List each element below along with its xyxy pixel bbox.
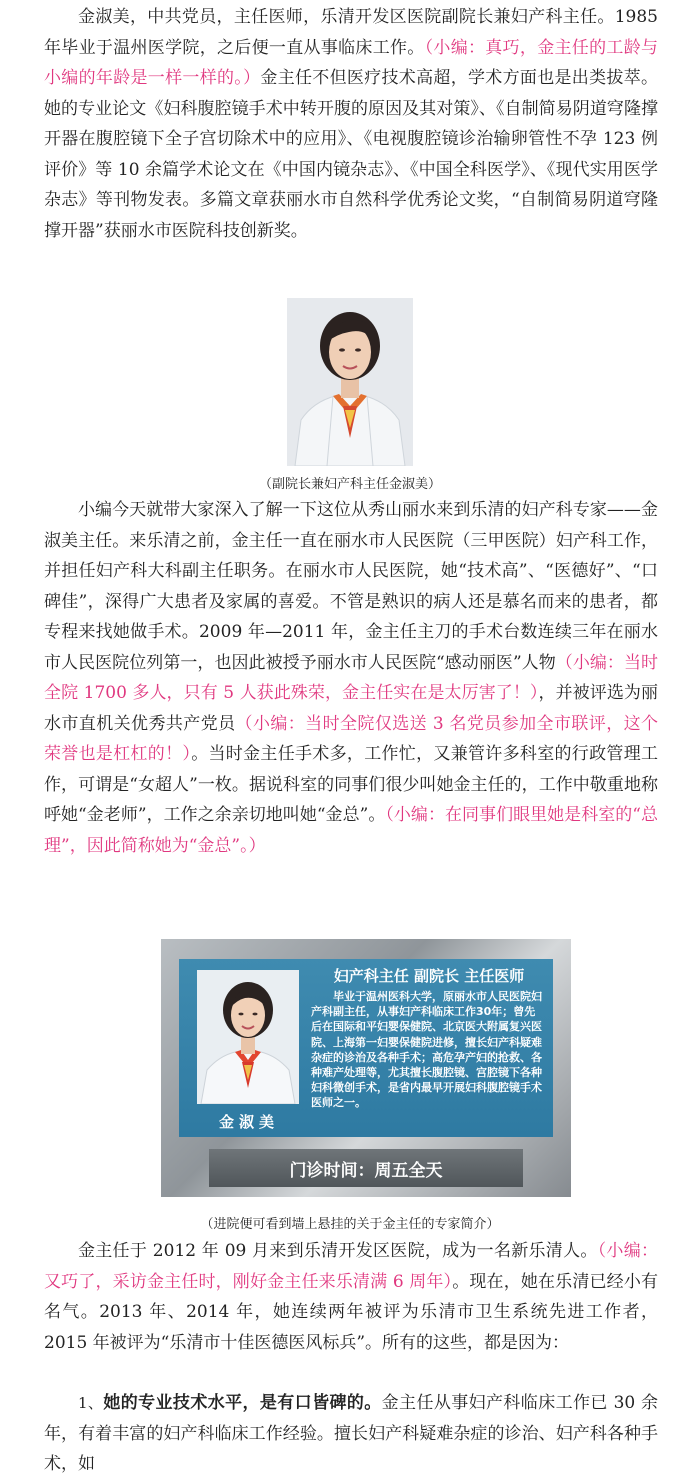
- plaque-biography: 毕业于温州医科大学，原丽水市人民医院妇产科副主任，从事妇产科临床工作30年；曾先后在国际和平妇婴保健院、北京医大附属复兴医院、上海第一妇婴保健院进修，擅长妇产科疑难杂症的诊治及各种手术；高危孕产妇的抢救、各种难产处理等，尤其擅长腹腔镜、宫腔镜下各种妇科微创手术，是省内最早开展妇科腹腔镜手术医师之一。: [311, 990, 542, 1110]
- plaque-portrait-illustration: [197, 970, 299, 1104]
- editor-note-1: （小编：真巧，金主任的工龄与小编的年龄是一样一样的。）: [44, 37, 659, 88]
- editor-note-2: （小编：当时全院 1700 多人，只有 5 人获此殊荣，金主任实在是太厉害了！）: [44, 652, 659, 703]
- arrival-text-1: 金主任于 2012 年 09 月来到乐清开发区医院，成为一名新乐清人。: [78, 1241, 598, 1261]
- background-text-2: ，并被评选为丽水市直机关优秀共产党员: [44, 683, 658, 734]
- paragraph-background: [44, 495, 658, 861]
- intro-text-1: 金淑美，中共党员，主任医师，乐清开发区医院副院长兼妇产科主任。1985 年毕业于温州医学院，之后便一直从事临床工作。: [44, 7, 658, 58]
- paragraph-intro: [44, 2, 658, 246]
- clinic-hours: 门诊时间：周五全天: [289, 1161, 443, 1181]
- editor-note-3: （小编：当时全院仅选送 3 名党员参加全市联评，这个荣誉也是杠杠的！）: [44, 713, 659, 764]
- editor-note-5: （小编：又巧了，采访金主任时，刚好金主任来乐清满 6 周年）: [44, 1241, 658, 1292]
- skills-text: 金主任从事妇产科临床工作已 30 余年，有着丰富的妇产科临床工作经验。擅长妇产科疑难杂症的诊治、妇产科各种手术，如: [44, 1393, 659, 1474]
- paragraph-skills: [44, 1388, 658, 1480]
- photo-caption-plaque: （进院便可看到墙上悬挂的关于金主任的专家简介）: [200, 1217, 500, 1232]
- plaque-blue-panel: [179, 959, 553, 1137]
- plaque-title: 妇产科主任 副院长 主任医师: [333, 967, 525, 985]
- background-text-3: 。当时金主任手术多，工作忙，又兼管许多科室的行政管理工作，可谓是“女超人”一枚。据说科室的同事们很少叫她金主任的，工作中敬重地称呼她“金老师”，工作之余亲切地叫她“金总”。: [44, 744, 659, 825]
- intro-text-2: 金主任不但医疗技术高超，学术方面也是出类拔萃。她的专业论文《妇科腹腔镜手术中转开腹的原因及其对策》、《自制简易阴道穹隆撑开器在腹腔镜下全子宫切除术中的应用》、《电视腹腔镜诊治输卵管性不孕 123 例评价》等 10 余篇学术论文在《中国内镜杂志》、《中国全科医学》、《现代实用医学杂志》等刊物发表。多篇文章获丽水市自然科学优秀论文奖，“自制简易阴道穹隆撑开器”获丽水市医院科技创新奖。: [44, 68, 659, 241]
- paragraph-arrival: [44, 1236, 658, 1358]
- editor-note-4: （小编：在同事们眼里她是科室的“总理”，因此简称她为“金总”。）: [44, 805, 658, 856]
- plaque-hours-bar: [209, 1149, 523, 1187]
- portrait-illustration: [287, 298, 413, 466]
- plaque-portrait-photo: [197, 970, 299, 1104]
- plaque-doctor-name: 金淑美: [218, 1113, 279, 1131]
- skills-heading: 她的专业技术水平，是有口皆碑的。: [103, 1393, 382, 1413]
- photo-caption-portrait: （副院长兼妇产科主任金淑美）: [258, 477, 441, 492]
- expert-introduction-plaque: [161, 939, 571, 1197]
- list-number: 1、: [78, 1394, 104, 1412]
- background-text-1: 小编今天就带大家深入了解一下这位从秀山丽水来到乐清的妇产科专家——金淑美主任。来乐清之前，金主任一直在丽水市人民医院（三甲医院）妇产科工作，并担任妇产科大科副主任职务。在丽水市人民医院，她“技术高”、“医德好”、“口碑佳”，深得广大患者及家属的喜爱。不管是熟识的病人还是慕名而来的患者，都专程来找她做手术。2009 年—2011 年，金主任主刀的手术台数连续三年在丽水市人民医院位列第一，也因此被授予丽水市人民医院“感动丽医”人物: [44, 500, 658, 673]
- arrival-text-2: 。现在，她在乐清已经小有名气。2013 年、2014 年，她连续两年被评为乐清市卫生系统先进工作者，2015 年被评为“乐清市十佳医德医风标兵”。所有的这些，都是因为：: [44, 1271, 658, 1353]
- doctor-portrait-photo: [287, 298, 413, 466]
